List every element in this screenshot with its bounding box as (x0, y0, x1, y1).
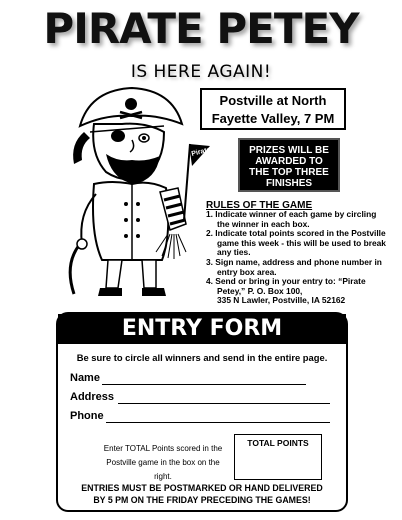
prizes-line-1: PRIZES WILL BE (249, 145, 329, 156)
deadline-line-2: BY 5 PM ON THE FRIDAY PRECEDING THE GAMES! (93, 495, 311, 505)
pirate-illustration (60, 84, 216, 304)
total-points-label: TOTAL POINTS (247, 438, 309, 448)
phone-field[interactable] (106, 422, 330, 423)
entry-instruction: Be sure to circle all winners and send in the entire page. (76, 352, 328, 363)
address-field[interactable] (118, 403, 330, 404)
rule-address: 335 N Lawler, Postville, IA 52162 (217, 295, 346, 306)
game-info-box (200, 88, 346, 130)
pennant-text: Pirates (190, 145, 216, 158)
rule-item: 4. Send or bring in your entry to: “Pirate Petey,” P. O. Box 100, (206, 276, 366, 296)
prizes-box (238, 138, 340, 192)
prizes-line-2: AWARDED TO (255, 156, 323, 167)
sword-icon (70, 244, 80, 294)
points-note-line-1: Enter TOTAL Points scored in the (103, 444, 223, 453)
game-line-2: Fayette Valley, 7 PM (211, 111, 335, 126)
rule-item: 1. Indicate winner of each game by circling the winner in each box. (206, 209, 377, 229)
page-title: PIRATE PETEY (43, 4, 359, 53)
eye-patch-icon (111, 130, 125, 142)
deadline-notice (58, 482, 346, 506)
game-line-1: Postville at North (219, 93, 327, 108)
entry-form (56, 312, 348, 512)
entry-form-title: ENTRY FORM (58, 314, 346, 344)
skull-icon (125, 98, 137, 110)
name-field[interactable] (102, 384, 306, 385)
address-label: Address (70, 391, 115, 403)
rule-item: 2. Indicate total points scored in the Postville game this week - this will be used to break any ties. (206, 228, 386, 258)
deadline-line-1: ENTRIES MUST BE POSTMARKED OR HAND DELIVERED (81, 483, 323, 493)
total-points-box[interactable] (234, 434, 322, 480)
page-subtitle: IS HERE AGAIN! (130, 62, 272, 82)
name-label: Name (70, 372, 100, 384)
prizes-line-4: FINISHES (265, 178, 313, 189)
prizes-line-3: THE TOP THREE (249, 167, 329, 178)
points-note (98, 442, 228, 484)
rules-list (206, 210, 386, 306)
rules-title: RULES OF THE GAME (206, 200, 313, 211)
points-note-line-2: Postville game in the box on the right. (106, 458, 220, 481)
pirate-coat (93, 182, 168, 260)
phone-label: Phone (70, 410, 104, 422)
rule-item: 3. Sign name, address and phone number in entry box area. (206, 256, 382, 277)
